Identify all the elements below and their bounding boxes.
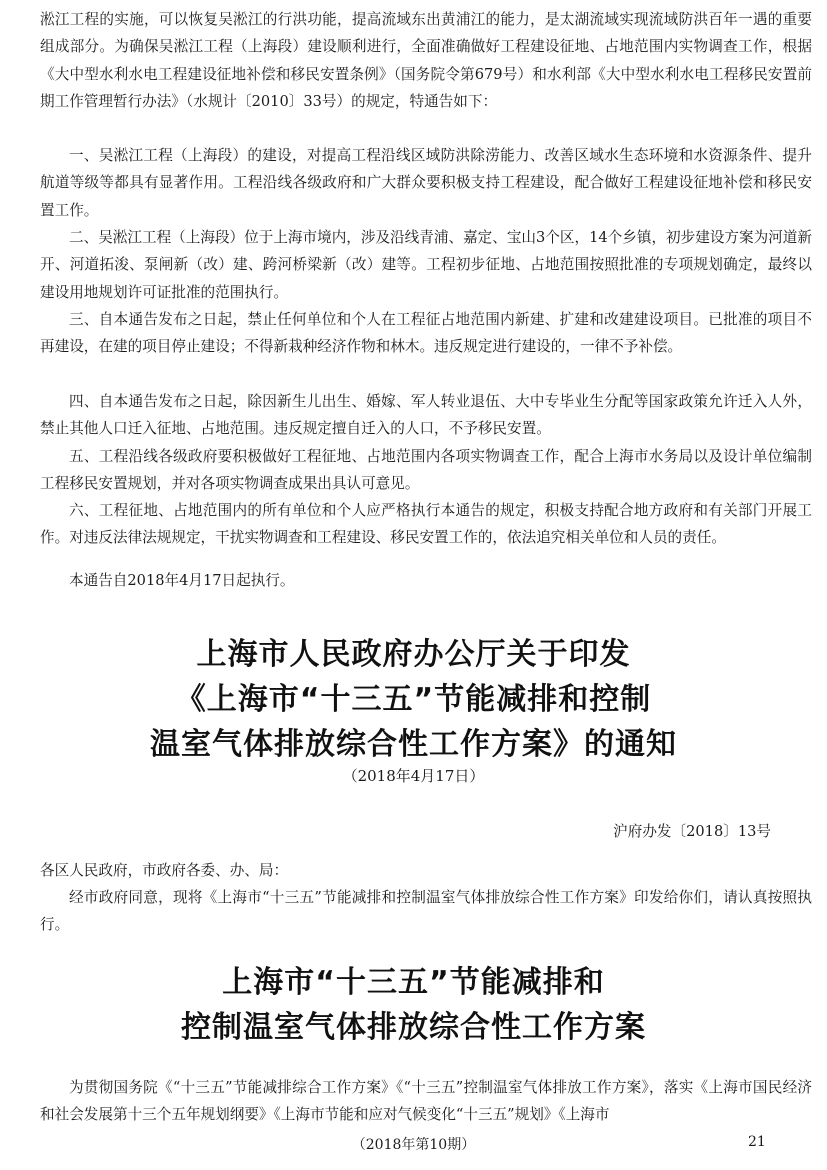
page-number: 21: [748, 1134, 766, 1150]
notice-item-2: 二、吴淞江工程（上海段）位于上海市境内，涉及沿线青浦、嘉定、宝山3个区，14个乡镇，初步建设方案为河道新开、河道拓浚、泵闸新（改）建、跨河桥梁新（改）建等。工程初步征地、占地范围按照批准的专项规划确定，最终以建设用地规划许可证批准的范围执行。: [40, 229, 812, 301]
notice-body: 经市政府同意，现将《上海市“十三五”节能减排和控制温室气体排放综合性工作方案》印发给你们，请认真按照执行。: [40, 889, 812, 934]
notice-item-6: 六、工程征地、占地范围内的所有单位和个人应严格执行本通告的规定，积极支持配合地方政府和有关部门开展工作。对违反法律法规规定，干扰实物调查和工程建设、移民安置工作的，依法追究相关单位和人员的责任。: [40, 502, 812, 547]
paragraph-continuation: 淞江工程的实施，可以恢复吴淞江的行洪功能，提高流域东出黄浦江的能力，是太湖流域实现流域防洪百年一遇的重要组成部分。为确保吴淞江工程（上海段）建设顺利进行，全面准确做好工程建设征地、占地范围内实物调查工作，根据《大中型水利水电工程建设征地补偿和移民安置条例》（国务院令第679号）和水利部《大中型水利水电工程移民安置前期工作管理暂行办法》（水规计〔2010〕33号）的规定，特通告如下：: [40, 11, 812, 110]
notice-title-line-2: 《上海市“十三五”节能减排和控制: [175, 682, 652, 717]
notice-item-1: 一、吴淞江工程（上海段）的建设，对提高工程沿线区域防洪除涝能力、改善区域水生态环境和水资源条件、提升航道等级等都具有显著作用。工程沿线各级政府和广大群众要积极支持工程建设，配合做好工程建设征地补偿和移民安置工作。: [40, 147, 812, 219]
notice-item-3: 三、自本通告发布之日起，禁止任何单位和个人在工程征占地范围内新建、扩建和改建建设项目。已批准的项目不再建设，在建的项目停止建设；不得新栽种经济作物和林木。违反规定进行建设的，一律不予补偿。: [40, 311, 812, 356]
notice-title-line-1: 上海市人民政府办公厅关于印发: [196, 637, 631, 672]
plan-title-line-1: 上海市“十三五”节能减排和: [222, 965, 605, 1000]
plan-title-line-2: 控制温室气体排放综合性工作方案: [181, 1010, 646, 1045]
salutation: 各区人民政府，市政府各委、办、局：: [40, 862, 289, 879]
document-number: 沪府办发〔2018〕13号: [613, 823, 771, 840]
notice-title-line-3: 温室气体排放综合性工作方案》的通知: [150, 727, 677, 762]
plan-intro: 为贯彻国务院《“十三五”节能减排综合工作方案》《“十三五”控制温室气体排放工作方案》，落实《上海市国民经济和社会发展第十三个五年规划纲要》《上海市节能和应对气候变化“十三五”规划》《上海市: [40, 1079, 812, 1124]
notice-item-5: 五、工程沿线各级政府要积极做好工程征地、占地范围内各项实物调查工作，配合上海市水务局以及设计单位编制工程移民安置规划，并对各项实物调查成果出具认可意见。: [40, 448, 812, 493]
effective-date-line: 本通告自2018年4月17日起执行。: [69, 572, 295, 589]
notice-date: （2018年4月17日）: [342, 767, 485, 785]
notice-item-4: 四、自本通告发布之日起，除因新生儿出生、婚嫁、军人转业退伍、大中专毕业生分配等国家政策允许迁入人外，禁止其他人口迁入征地、占地范围。违反规定擅自迁入的人口，不予移民安置。: [40, 393, 812, 438]
footer-issue: （2018年第10期）: [351, 1137, 476, 1153]
